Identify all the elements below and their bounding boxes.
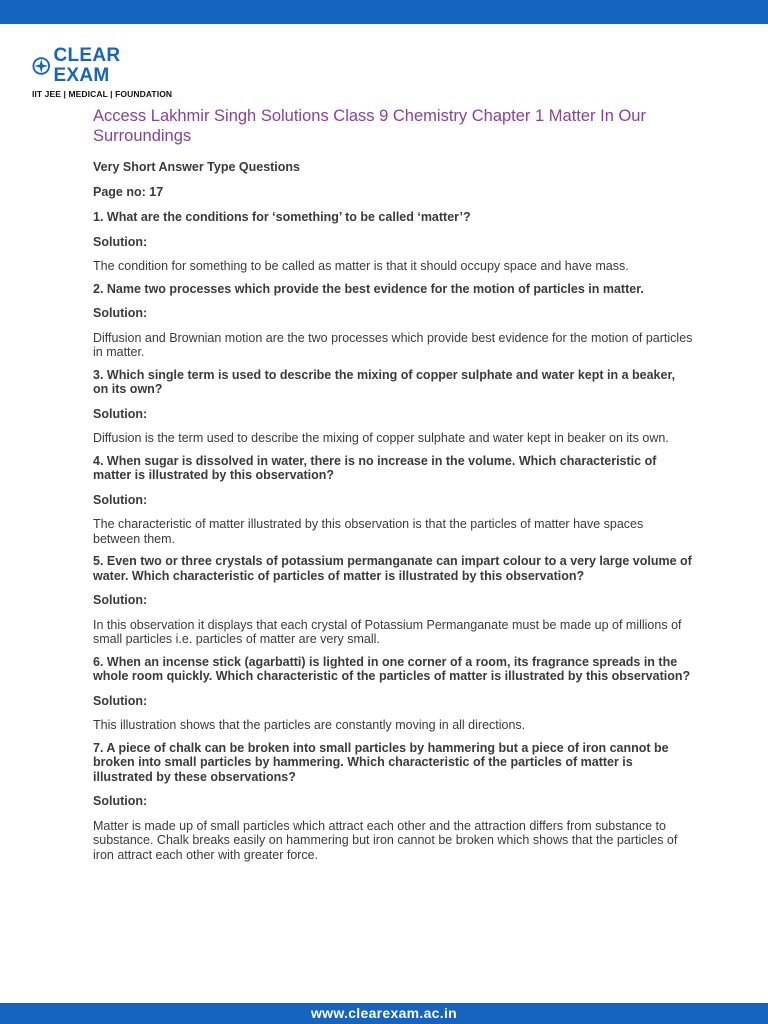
qa-item: [93, 282, 693, 360]
solution-label: Solution:: [93, 693, 148, 708]
qa-item: [93, 655, 693, 733]
answer-text: This illustration shows that the particles are constantly moving in all directions.: [93, 718, 526, 732]
answer-text: Matter is made up of small particles which attract each other and the attraction differs from substance to substance. Chalk breaks easily on hammering but iron cannot be broken which shows that the particles of iron attract each other with greater force.: [93, 818, 678, 862]
brand-logo[interactable]: [32, 45, 173, 99]
solution-label: Solution:: [93, 306, 148, 320]
solution-label: Solution:: [93, 406, 148, 421]
question-text: 3. Which single term is used to describe the mixing of copper sulphate and water kept in a beaker, on its own?: [93, 367, 676, 396]
answer-text: Diffusion is the term used to describe the mixing of copper sulphate and water kept in beaker on its own.: [93, 431, 669, 445]
question-text: 7. A piece of chalk can be broken into small particles by hammering but a piece of iron cannot be broken into small particles by hammering. Which characteristic of the particles of matter is illustrated by these observations?: [93, 740, 669, 784]
qa-item: [93, 554, 693, 647]
top-banner: [0, 0, 768, 24]
solution-label: Solution:: [93, 794, 148, 808]
page-number: Page no: 17: [93, 185, 164, 199]
qa-item: [93, 210, 693, 274]
question-text: 4. When sugar is dissolved in water, there is no increase in the volume. Which characteristic of matter is illustrated by this observation?: [93, 453, 657, 482]
solution-label: Solution:: [93, 593, 148, 607]
question-text: 6. When an incense stick (agarbatti) is lighted in one corner of a room, its fragrance spreads in the whole room quickly. Which characteristic of the particles of matter is illustrated by this observation?: [93, 654, 691, 683]
solution-label: Solution:: [93, 492, 148, 507]
answer-text: The characteristic of matter illustrated by this observation is that the particles of matter have spaces between them.: [93, 517, 644, 546]
qa-item: [93, 741, 693, 863]
solution-label: Solution:: [93, 234, 148, 249]
brand-name: CLEAR EXAM: [53, 45, 121, 86]
answer-text: In this observation it displays that each crystal of Potassium Permanganate must be made up of millions of small particles i.e. particles of matter are very small.: [93, 617, 682, 646]
qa-list: [93, 210, 693, 862]
section-heading: Very Short Answer Type Questions: [93, 160, 301, 174]
question-text: 5. Even two or three crystals of potassium permanganate can impart colour to a very large volume of water. Which characteristic of particles of matter is illustrated by this observation?: [93, 554, 692, 583]
question-text: 2. Name two processes which provide the best evidence for the motion of particles in matter.: [93, 281, 644, 296]
question-text: 1. What are the conditions for ‘something’ to be called ‘matter’?: [93, 210, 471, 224]
brand-tagline: IIT JEE | MEDICAL | FOUNDATION: [32, 89, 173, 99]
compass-icon: [32, 56, 50, 76]
footer-bar: [0, 1003, 768, 1024]
page-title: Access Lakhmir Singh Solutions Class 9 Chemistry Chapter 1 Matter In Our Surroundings: [93, 107, 646, 145]
answer-text: Diffusion and Brownian motion are the two processes which provide best evidence for the motion of particles in matter.: [93, 330, 693, 359]
qa-item: [93, 368, 693, 446]
answer-text: The condition for something to be called as matter is that it should occupy space and have mass.: [93, 259, 629, 273]
qa-item: [93, 454, 693, 547]
footer-link[interactable]: www.clearexam.ac.in: [310, 1005, 458, 1021]
document-body: [93, 106, 693, 870]
